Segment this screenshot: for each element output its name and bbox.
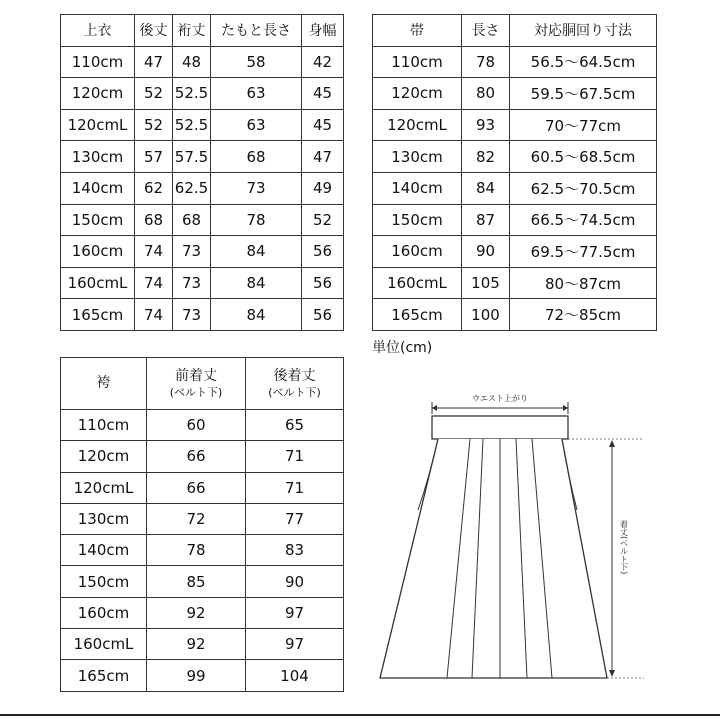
table-row xyxy=(61,629,344,660)
value-cell: 56 xyxy=(302,236,344,268)
size-cell: 120cmL xyxy=(373,109,462,141)
value-cell: 59.5～67.5cm xyxy=(510,78,657,110)
table-row xyxy=(61,78,344,110)
size-cell: 160cmL xyxy=(373,267,462,299)
table-row xyxy=(61,535,344,566)
table-row xyxy=(61,410,344,441)
table-row xyxy=(373,172,657,204)
value-cell: 97 xyxy=(246,597,344,628)
value-cell: 73 xyxy=(173,299,211,331)
size-cell: 160cmL xyxy=(61,629,147,660)
size-cell: 130cm xyxy=(61,503,147,534)
table-row xyxy=(373,46,657,78)
value-cell: 105 xyxy=(462,267,510,299)
table-header-row xyxy=(61,358,344,410)
value-cell: 71 xyxy=(246,472,344,503)
table-row xyxy=(61,267,344,299)
size-cell: 165cm xyxy=(61,660,147,691)
value-cell: 71 xyxy=(246,441,344,472)
waist-label: ウエスト上がり xyxy=(472,394,528,403)
value-cell: 84 xyxy=(211,299,302,331)
table-row xyxy=(61,503,344,534)
size-cell: 165cm xyxy=(61,299,135,331)
size-cell: 160cmL xyxy=(61,267,135,299)
value-cell: 93 xyxy=(462,109,510,141)
table-row xyxy=(61,204,344,236)
column-header-main: 前着丈 xyxy=(175,367,217,384)
value-cell: 68 xyxy=(211,141,302,173)
value-cell: 60 xyxy=(147,410,246,441)
size-cell: 110cm xyxy=(61,46,135,78)
value-cell: 84 xyxy=(211,267,302,299)
size-cell: 120cm xyxy=(61,441,147,472)
value-cell: 80 xyxy=(462,78,510,110)
column-header: 対応胴回り寸法 xyxy=(510,15,657,47)
table-row xyxy=(373,236,657,268)
column-header: 帯 xyxy=(373,15,462,47)
value-cell: 62 xyxy=(135,172,173,204)
table-row xyxy=(373,299,657,331)
size-cell: 150cm xyxy=(61,566,147,597)
size-cell: 160cm xyxy=(61,597,147,628)
value-cell: 84 xyxy=(211,236,302,268)
table-row xyxy=(61,441,344,472)
value-cell: 85 xyxy=(147,566,246,597)
value-cell: 87 xyxy=(462,204,510,236)
table-row xyxy=(61,472,344,503)
size-cell: 160cm xyxy=(373,236,462,268)
size-cell: 165cm xyxy=(373,299,462,331)
value-cell: 48 xyxy=(173,46,211,78)
value-cell: 97 xyxy=(246,629,344,660)
value-cell: 73 xyxy=(211,172,302,204)
table-row xyxy=(61,566,344,597)
size-cell: 140cm xyxy=(61,172,135,204)
size-cell: 150cm xyxy=(373,204,462,236)
value-cell: 52.5 xyxy=(173,109,211,141)
bottom-divider xyxy=(0,714,720,716)
table-row xyxy=(61,597,344,628)
table-row xyxy=(373,78,657,110)
size-cell: 150cm xyxy=(61,204,135,236)
jacket-size-table xyxy=(60,14,344,331)
column-header: 身幅 xyxy=(302,15,344,47)
value-cell: 63 xyxy=(211,109,302,141)
table-header-row xyxy=(61,15,344,47)
size-cell: 120cmL xyxy=(61,472,147,503)
hakama-size-table xyxy=(60,357,344,692)
value-cell: 72 xyxy=(147,503,246,534)
table-header-row xyxy=(373,15,657,47)
size-cell: 140cm xyxy=(61,535,147,566)
value-cell: 49 xyxy=(302,172,344,204)
value-cell: 52.5 xyxy=(173,78,211,110)
value-cell: 100 xyxy=(462,299,510,331)
table-row xyxy=(61,172,344,204)
size-cell: 110cm xyxy=(61,410,147,441)
table-row xyxy=(373,267,657,299)
value-cell: 82 xyxy=(462,141,510,173)
size-cell: 110cm xyxy=(373,46,462,78)
table-row xyxy=(61,660,344,691)
value-cell: 66.5～74.5cm xyxy=(510,204,657,236)
obi-size-table xyxy=(372,14,657,331)
value-cell: 62.5～70.5cm xyxy=(510,172,657,204)
value-cell: 78 xyxy=(211,204,302,236)
size-cell: 130cm xyxy=(373,141,462,173)
size-cell: 140cm xyxy=(373,172,462,204)
column-header: 長さ xyxy=(462,15,510,47)
value-cell: 47 xyxy=(302,141,344,173)
unit-label: 単位(cm) xyxy=(372,340,433,356)
value-cell: 63 xyxy=(211,78,302,110)
value-cell: 70～77cm xyxy=(510,109,657,141)
column-header xyxy=(147,358,246,410)
size-cell: 160cm xyxy=(61,236,135,268)
value-cell: 73 xyxy=(173,236,211,268)
table-row xyxy=(373,204,657,236)
value-cell: 68 xyxy=(173,204,211,236)
table-row xyxy=(373,109,657,141)
column-header xyxy=(246,358,344,410)
column-header: たもと長さ xyxy=(211,15,302,47)
value-cell: 52 xyxy=(135,109,173,141)
value-cell: 66 xyxy=(147,441,246,472)
value-cell: 99 xyxy=(147,660,246,691)
size-cell: 120cm xyxy=(61,78,135,110)
value-cell: 84 xyxy=(462,172,510,204)
value-cell: 90 xyxy=(246,566,344,597)
column-header-main: 後着丈 xyxy=(273,367,316,384)
value-cell: 104 xyxy=(246,660,344,691)
hakama-diagram xyxy=(372,380,672,680)
value-cell: 60.5～68.5cm xyxy=(510,141,657,173)
column-header: 上衣 xyxy=(61,15,135,47)
value-cell: 74 xyxy=(135,299,173,331)
value-cell: 58 xyxy=(211,46,302,78)
value-cell: 77 xyxy=(246,503,344,534)
value-cell: 56 xyxy=(302,267,344,299)
table-row xyxy=(61,46,344,78)
value-cell: 68 xyxy=(135,204,173,236)
value-cell: 52 xyxy=(135,78,173,110)
value-cell: 74 xyxy=(135,267,173,299)
value-cell: 47 xyxy=(135,46,173,78)
value-cell: 65 xyxy=(246,410,344,441)
value-cell: 74 xyxy=(135,236,173,268)
value-cell: 78 xyxy=(147,535,246,566)
value-cell: 73 xyxy=(173,267,211,299)
column-header-main: 袴 xyxy=(96,375,111,392)
size-cell: 130cm xyxy=(61,141,135,173)
value-cell: 83 xyxy=(246,535,344,566)
hakama-body xyxy=(380,439,607,678)
table-row xyxy=(61,109,344,141)
column-header xyxy=(61,358,147,410)
table-row xyxy=(61,141,344,173)
value-cell: 52 xyxy=(302,204,344,236)
column-header-sub: (ベルト下) xyxy=(268,385,321,399)
value-cell: 92 xyxy=(147,597,246,628)
value-cell: 80～87cm xyxy=(510,267,657,299)
value-cell: 66 xyxy=(147,472,246,503)
table-row xyxy=(373,141,657,173)
column-header-sub: (ベルト下) xyxy=(169,385,223,399)
value-cell: 62.5 xyxy=(173,172,211,204)
size-cell: 120cm xyxy=(373,78,462,110)
value-cell: 90 xyxy=(462,236,510,268)
table-row xyxy=(61,236,344,268)
value-cell: 45 xyxy=(302,109,344,141)
value-cell: 56 xyxy=(302,299,344,331)
value-cell: 45 xyxy=(302,78,344,110)
value-cell: 92 xyxy=(147,629,246,660)
size-cell: 120cmL xyxy=(61,109,135,141)
value-cell: 57 xyxy=(135,141,173,173)
value-cell: 78 xyxy=(462,46,510,78)
value-cell: 42 xyxy=(302,46,344,78)
length-label: 着丈(ベルト下) xyxy=(619,520,629,575)
value-cell: 72～85cm xyxy=(510,299,657,331)
table-row xyxy=(61,299,344,331)
value-cell: 69.5～77.5cm xyxy=(510,236,657,268)
value-cell: 56.5～64.5cm xyxy=(510,46,657,78)
value-cell: 57.5 xyxy=(173,141,211,173)
column-header: 裄丈 xyxy=(173,15,211,47)
hakama-waistband xyxy=(432,416,568,439)
column-header: 後丈 xyxy=(135,15,173,47)
